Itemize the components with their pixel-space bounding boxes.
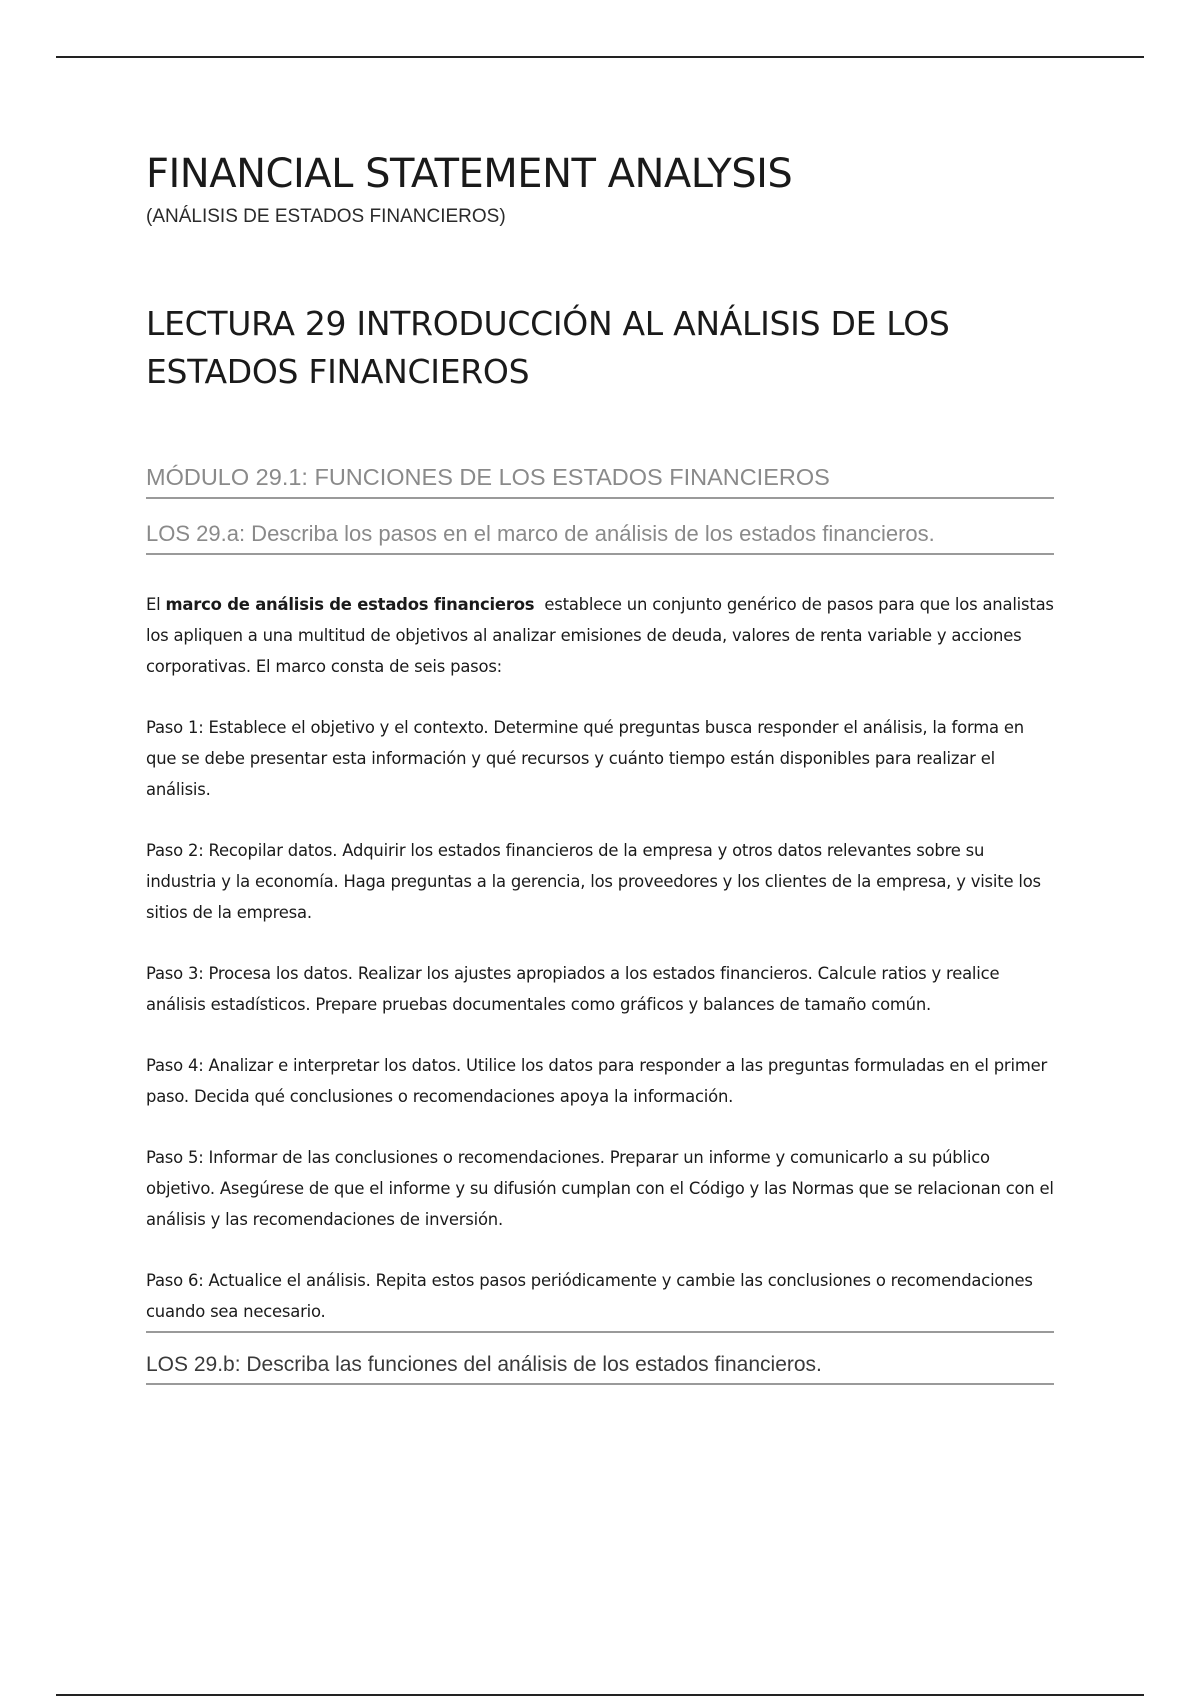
step-5-paragraph: Paso 5: Informar de las conclusiones o recomendaciones. Preparar un informe y comunicarlo a su público objetivo. Asegúrese de que el informe y su difusión cumplan con el Código y las Normas que se relacionan con el análisis y las recomendaciones de inversión.: [146, 1147, 1054, 1229]
document-title: FINANCIAL STATEMENT ANALYSIS: [146, 151, 793, 197]
document-subtitle: (ANÁLISIS DE ESTADOS FINANCIEROS): [146, 206, 506, 227]
module-heading: MÓDULO 29.1: FUNCIONES DE LOS ESTADOS FINANCIEROS: [146, 464, 1054, 499]
los-b-heading: LOS 29.b: Describa las funciones del análisis de los estados financieros.: [146, 1353, 1054, 1385]
step-6-paragraph: Paso 6: Actualice el análisis. Repita estos pasos periódicamente y cambie las conclusiones o recomendaciones cuando sea necesario.: [146, 1265, 1054, 1333]
document-content: [146, 150, 1059, 1385]
step-2-paragraph: Paso 2: Recopilar datos. Adquirir los estados financieros de la empresa y otros datos relevantes sobre su industria y la economía. Haga preguntas a la gerencia, los proveedores y los clientes de la empresa, y visite los sitios de la empresa.: [146, 840, 1041, 922]
step-4-paragraph: Paso 4: Analizar e interpretar los datos. Utilice los datos para responder a las preguntas formuladas en el primer paso. Decida qué conclusiones o recomendaciones apoya la información.: [146, 1055, 1048, 1106]
intro-bold-term: marco de análisis de estados financieros: [165, 594, 535, 614]
intro-prefix: El: [146, 594, 166, 614]
lecture-title: LECTURA 29 INTRODUCCIÓN AL ANÁLISIS DE LOS ESTADOS FINANCIEROS: [146, 304, 950, 391]
bottom-page-rule: [56, 1694, 1144, 1696]
intro-rest: establece un conjunto genérico de pasos para que los analistas los apliquen a una multitud de objetivos al analizar emisiones de deuda, valores de renta variable y acciones corporativas. El marco consta de seis pasos:: [146, 594, 1059, 676]
intro-paragraph: [146, 589, 1059, 682]
step-3-paragraph: Paso 3: Procesa los datos. Realizar los ajustes apropiados a los estados financieros. Calcule ratios y realice análisis estadísticos. Prepare pruebas documentales como gráficos y balances de tamaño común.: [146, 963, 1000, 1014]
step-1-paragraph: Paso 1: Establece el objetivo y el contexto. Determine qué preguntas busca responder el análisis, la forma en que se debe presentar esta información y qué recursos y cuánto tiempo están disponibles para realizar el análisis.: [146, 717, 1024, 799]
top-page-rule: [56, 56, 1144, 58]
los-a-heading: LOS 29.a: Describa los pasos en el marco de análisis de los estados financieros.: [146, 521, 1054, 555]
